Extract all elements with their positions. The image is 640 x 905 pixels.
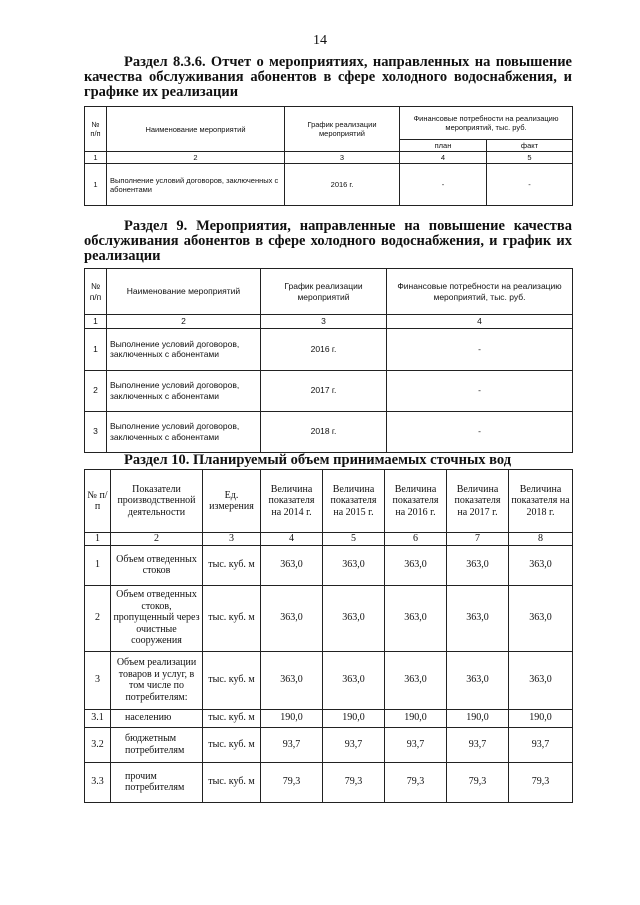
row-fact: -: [487, 164, 573, 206]
header-plan: план: [400, 140, 487, 152]
value-2015: 93,7: [323, 727, 385, 762]
table-row: [85, 545, 573, 585]
col-number: 6: [385, 533, 447, 546]
header-2018: Величина показателя на 2018 г.: [509, 470, 573, 533]
header-num: № п/п: [85, 470, 111, 533]
col-number: 2: [111, 533, 203, 546]
col-number: 5: [487, 152, 573, 164]
row-unit: тыс. куб. м: [203, 585, 261, 651]
header-indicator: Показатели производственной деятельности: [111, 470, 203, 533]
row-finance: -: [387, 328, 573, 370]
column-numbers-row: [85, 152, 573, 164]
row-num: 2: [85, 585, 111, 651]
value-2018: 363,0: [509, 585, 573, 651]
row-name: Объем отведенных стоков: [111, 545, 203, 585]
table-row: [85, 762, 573, 802]
header-fact: факт: [487, 140, 573, 152]
value-2017: 363,0: [447, 585, 509, 651]
value-2016: 363,0: [385, 651, 447, 709]
row-schedule: 2018 г.: [261, 411, 387, 452]
col-number: 3: [261, 315, 387, 329]
value-2014: 363,0: [261, 651, 323, 709]
section-8-heading: [84, 55, 572, 100]
table-row: [85, 411, 573, 452]
section-10-title: Раздел 10. Планируемый объем принимаемых сточных вод: [124, 452, 512, 468]
row-name: прочим потребителям: [111, 762, 203, 802]
row-finance: -: [387, 370, 573, 411]
value-2017: 363,0: [447, 545, 509, 585]
value-2015: 79,3: [323, 762, 385, 802]
value-2014: 190,0: [261, 709, 323, 727]
value-2014: 93,7: [261, 727, 323, 762]
value-2014: 363,0: [261, 585, 323, 651]
row-unit: тыс. куб. м: [203, 651, 261, 709]
table-row: [85, 370, 573, 411]
value-2016: 363,0: [385, 585, 447, 651]
header-num: № п/п: [85, 269, 107, 315]
table-row: [85, 328, 573, 370]
value-2017: 190,0: [447, 709, 509, 727]
row-unit: тыс. куб. м: [203, 727, 261, 762]
table-row: [85, 727, 573, 762]
header-2017: Величина показателя на 2017 г.: [447, 470, 509, 533]
value-2015: 363,0: [323, 651, 385, 709]
row-name: Выполнение условий договоров, заключенных с абонентами: [107, 328, 261, 370]
table-row: [85, 709, 573, 727]
value-2017: 363,0: [447, 651, 509, 709]
row-schedule: 2017 г.: [261, 370, 387, 411]
row-num: 1: [85, 328, 107, 370]
row-unit: тыс. куб. м: [203, 709, 261, 727]
value-2018: 363,0: [509, 545, 573, 585]
row-unit: тыс. куб. м: [203, 762, 261, 802]
row-schedule: 2016 г.: [285, 164, 400, 206]
value-2015: 190,0: [323, 709, 385, 727]
header-finance: Финансовые потребности на реализацию мероприятий, тыс. руб.: [400, 107, 573, 140]
row-unit: тыс. куб. м: [203, 545, 261, 585]
section-8-title: Раздел 8.3.6. Отчет о мероприятиях, направленных на повышение качества обслуживания абонентов в сфере холодного водоснабжения, и графике их реализации: [84, 54, 572, 100]
col-number: 1: [85, 533, 111, 546]
col-number: 4: [261, 533, 323, 546]
value-2017: 79,3: [447, 762, 509, 802]
row-plan: -: [400, 164, 487, 206]
section-9-heading: [84, 219, 572, 264]
row-name: Выполнение условий договоров, заключенных с абонентами: [107, 164, 285, 206]
header-2016: Величина показателя на 2016 г.: [385, 470, 447, 533]
section-9-table: [84, 268, 573, 453]
header-2014: Величина показателя на 2014 г.: [261, 470, 323, 533]
value-2014: 363,0: [261, 545, 323, 585]
row-name: Выполнение условий договоров, заключенных с абонентами: [107, 411, 261, 452]
row-name: Выполнение условий договоров, заключенных с абонентами: [107, 370, 261, 411]
row-num: 3.3: [85, 762, 111, 802]
section-8-table: [84, 106, 573, 206]
col-number: 2: [107, 315, 261, 329]
col-number: 1: [85, 315, 107, 329]
header-name: Наименование мероприятий: [107, 269, 261, 315]
table-row: [85, 585, 573, 651]
col-number: 3: [285, 152, 400, 164]
col-number: 4: [387, 315, 573, 329]
col-number: 4: [400, 152, 487, 164]
col-number: 3: [203, 533, 261, 546]
value-2016: 93,7: [385, 727, 447, 762]
col-number: 2: [107, 152, 285, 164]
value-2016: 363,0: [385, 545, 447, 585]
header-schedule: График реализации мероприятий: [261, 269, 387, 315]
header-schedule: График реализации мероприятий: [285, 107, 400, 152]
row-num: 3.2: [85, 727, 111, 762]
page-number: 14: [313, 33, 327, 48]
col-number: 5: [323, 533, 385, 546]
value-2016: 190,0: [385, 709, 447, 727]
value-2014: 79,3: [261, 762, 323, 802]
row-schedule: 2016 г.: [261, 328, 387, 370]
value-2015: 363,0: [323, 545, 385, 585]
column-numbers-row: [85, 533, 573, 546]
row-num: 1: [85, 164, 107, 206]
row-num: 2: [85, 370, 107, 411]
row-finance: -: [387, 411, 573, 452]
value-2018: 93,7: [509, 727, 573, 762]
header-finance: Финансовые потребности на реализацию мероприятий, тыс. руб.: [387, 269, 573, 315]
row-num: 3: [85, 411, 107, 452]
value-2017: 93,7: [447, 727, 509, 762]
section-10-heading: [84, 453, 572, 468]
table-row: [85, 651, 573, 709]
header-num: № п/п: [85, 107, 107, 152]
section-10-table: [84, 469, 573, 803]
row-num: 3: [85, 651, 111, 709]
header-name: Наименование мероприятий: [107, 107, 285, 152]
header-unit: Ед. измерения: [203, 470, 261, 533]
value-2018: 79,3: [509, 762, 573, 802]
col-number: 1: [85, 152, 107, 164]
row-name: Объем реализации товаров и услуг, в том числе по потребителям:: [111, 651, 203, 709]
section-9-title: Раздел 9. Мероприятия, направленные на повышение качества обслуживания абонентов в сфере холодного водоснабжения, и график их реализации: [84, 218, 572, 264]
row-num: 3.1: [85, 709, 111, 727]
row-name: бюджетным потребителям: [111, 727, 203, 762]
row-name: Объем отведенных стоков, пропущенный через очистные сооружения: [111, 585, 203, 651]
header-2015: Величина показателя на 2015 г.: [323, 470, 385, 533]
value-2015: 363,0: [323, 585, 385, 651]
row-num: 1: [85, 545, 111, 585]
value-2018: 363,0: [509, 651, 573, 709]
col-number: 7: [447, 533, 509, 546]
column-numbers-row: [85, 315, 573, 329]
value-2016: 79,3: [385, 762, 447, 802]
table-row: [85, 164, 573, 206]
value-2018: 190,0: [509, 709, 573, 727]
col-number: 8: [509, 533, 573, 546]
row-name: населению: [111, 709, 203, 727]
